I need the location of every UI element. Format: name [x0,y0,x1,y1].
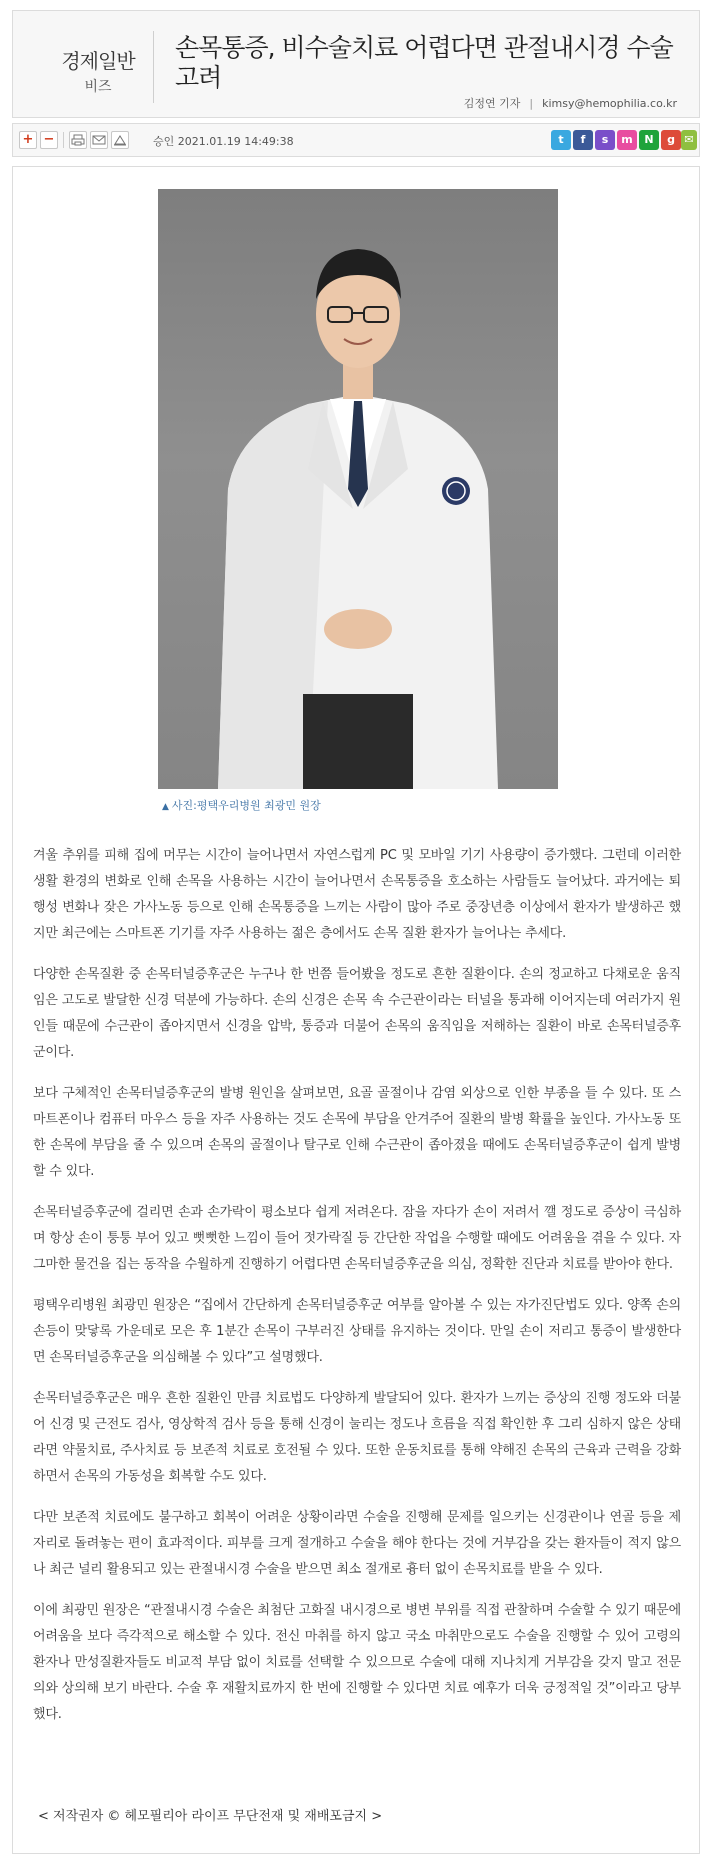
approval-date: 승인 2021.01.19 14:49:38 [153,135,294,148]
copyright-notice: < 저작권자 © 헤모필리아 라이프 무단전재 및 재배포금지 > [38,1809,383,1824]
scrap-icon[interactable] [111,131,129,149]
doctor-photo [158,189,558,789]
naver-share-icon[interactable]: N [639,130,659,150]
font-decrease-button[interactable]: − [40,131,58,149]
mail-share-icon[interactable]: ✉ [681,130,697,150]
article-content [12,166,700,1854]
article-paragraph: 평택우리병원 최광민 원장은 “집에서 간단하게 손목터널증후군 여부를 알아볼 수 있는 자가진단법도 있다. 양쪽 손의 손등이 맞닿록 가운데로 모은 후 1분간 손목이 구부러진 상태를 유지하는 것이다. 만일 손이 저리고 통증이 발생한다면 손목터널증후군을 의심해볼 수 있다”고 설명했다. [33,1298,681,1365]
font-increase-button[interactable]: + [19,131,37,149]
section-label [43,45,153,96]
photo-caption [162,797,321,813]
caption-triangle-icon: ▲ [162,802,169,812]
caption-text: 사진:평택우리병원 최광민 원장 [171,799,321,812]
article-paragraph: 다만 보존적 치료에도 불구하고 회복이 어려운 상황이라면 수술을 진행해 문제를 일으키는 신경관이나 연골 등을 제 자리로 돌려놓는 편이 효과적이다. 피부를 크게 절개하고 수술을 해야 한다는 것에 거부감을 갖는 환자들이 적지 않으나 최근 널리 활용되고 있는 관절내시경 수술을 받으면 최소 절개로 흉터 없이 손목치료를 받을 수 있다. [33,1510,681,1577]
article-paragraph: 겨울 추위를 피해 집에 머무는 시간이 늘어나면서 자연스럽게 PC 및 모바일 기기 사용량이 증가했다. 그런데 이러한 생활 환경의 변화로 인해 손목을 사용하는 시간이 늘어나면서 손목통증을 호소하는 사람들도 늘어났다. 과거에는 퇴행성 변화나 잦은 가사노동 등으로 인해 손목통증을 느끼는 사람이 많아 주로 중장년층 이상에서 환자가 발생하곤 했지만 최근에는 스마트폰 기기를 자주 사용하는 젊은 층에서도 손목 질환 환자가 늘어나는 추세다. [33,848,681,941]
article-body [33,843,681,1743]
print-icon[interactable] [69,131,87,149]
header-divider [153,31,154,103]
reporter-name: 김정연 기자 [463,97,521,110]
subsection-name[interactable]: 비즈 [84,79,112,95]
reporter-email[interactable]: kimsy@hemophilia.co.kr [542,97,677,110]
article-title: 손목통증, 비수술치료 어렵다면 관절내시경 수술 고려 [175,33,673,92]
twitter-share-icon[interactable]: t [551,130,571,150]
article-header [12,10,700,118]
byline-separator: | [529,97,534,110]
me2day-share-icon[interactable]: m [617,130,637,150]
article-paragraph: 이에 최광민 원장은 “관절내시경 수술은 최첨단 고화질 내시경으로 병변 부위를 직접 관찰하며 수술할 수 있기 때문에 어려움을 보다 즉각적으로 해소할 수 있다. 전신 마취를 하지 않고 국소 마취만으로도 수술을 진행할 수 있어 고령의 환자나 만성질환자들도 비교적 부담 없이 치료를 선택할 수 있으므로 수술에 대해 지나치게 거부감을 갖지 말고 전문의와 상의해 보기 바란다. 수술 후 재활치료까지 한 번에 진행할 수 있다면 치료 예후가 더욱 긍정적일 것”이라고 당부했다. [33,1603,681,1722]
byline [464,95,677,111]
article-paragraph: 보다 구체적인 손목터널증후군의 발병 원인을 살펴보면, 요골 골절이나 감염 외상으로 인한 부종을 들 수 있다. 또 스마트폰이나 컴퓨터 마우스 등을 자주 사용하는 것도 손목에 부담을 안겨주어 질환의 발병 확률을 높인다. 가사노동 또한 손목에 부담을 줄 수 있으며 손목의 골절이나 탈구로 인해 수근관이 좁아졌을 때에도 손목터널증후군이 쉽게 발병할 수 있다. [33,1086,681,1179]
article-toolbar [12,123,700,157]
email-icon[interactable] [90,131,108,149]
article-paragraph: 손목터널증후군에 걸리면 손과 손가락이 평소보다 쉽게 저려온다. 잠을 자다가 손이 저려서 깰 정도로 증상이 극심하며 항상 손이 퉁퉁 부어 있고 뻣뻣한 느낌이 들어 젓가락질 등 간단한 작업을 수행할 때에도 어려움을 겪을 수 있다. 자그마한 물건을 집는 동작을 수월하게 진행하기 어렵다면 손목터널증후군을 의심, 정확한 진단과 치료를 받아야 한다. [33,1205,681,1272]
story-share-icon[interactable]: s [595,130,615,150]
toolbar-divider [63,132,64,148]
google-share-icon[interactable]: g [661,130,681,150]
section-name[interactable]: 경제일반 [61,49,135,73]
article-paragraph: 손목터널증후군은 매우 흔한 질환인 만큼 치료법도 다양하게 발달되어 있다. 환자가 느끼는 증상의 진행 정도와 더불어 신경 및 근전도 검사, 영상학적 검사 등을 통해 신경이 눌리는 정도나 흐름을 직접 확인한 후 그리 심하지 않은 상태라면 약물치료, 주사치료 등 보존적 치료로 호전될 수 있다. 또한 운동치료를 통해 약해진 손목의 근육과 근력을 강화하면서 손목의 가동성을 회복할 수도 있다. [33,1391,681,1484]
article-paragraph: 다양한 손목질환 중 손목터널증후군은 누구나 한 번쯤 들어봤을 정도로 흔한 질환이다. 손의 정교하고 다채로운 움직임은 고도로 발달한 신경 덕분에 가능하다. 손의 신경은 손목 속 수근관이라는 터널을 통과해 이어지는데 여러가지 원인들 때문에 수근관이 좁아지면서 신경을 압박, 통증과 더불어 손목의 움직임을 저해하는 질환이 바로 손목터널증후군이다. [33,967,681,1060]
facebook-share-icon[interactable]: f [573,130,593,150]
